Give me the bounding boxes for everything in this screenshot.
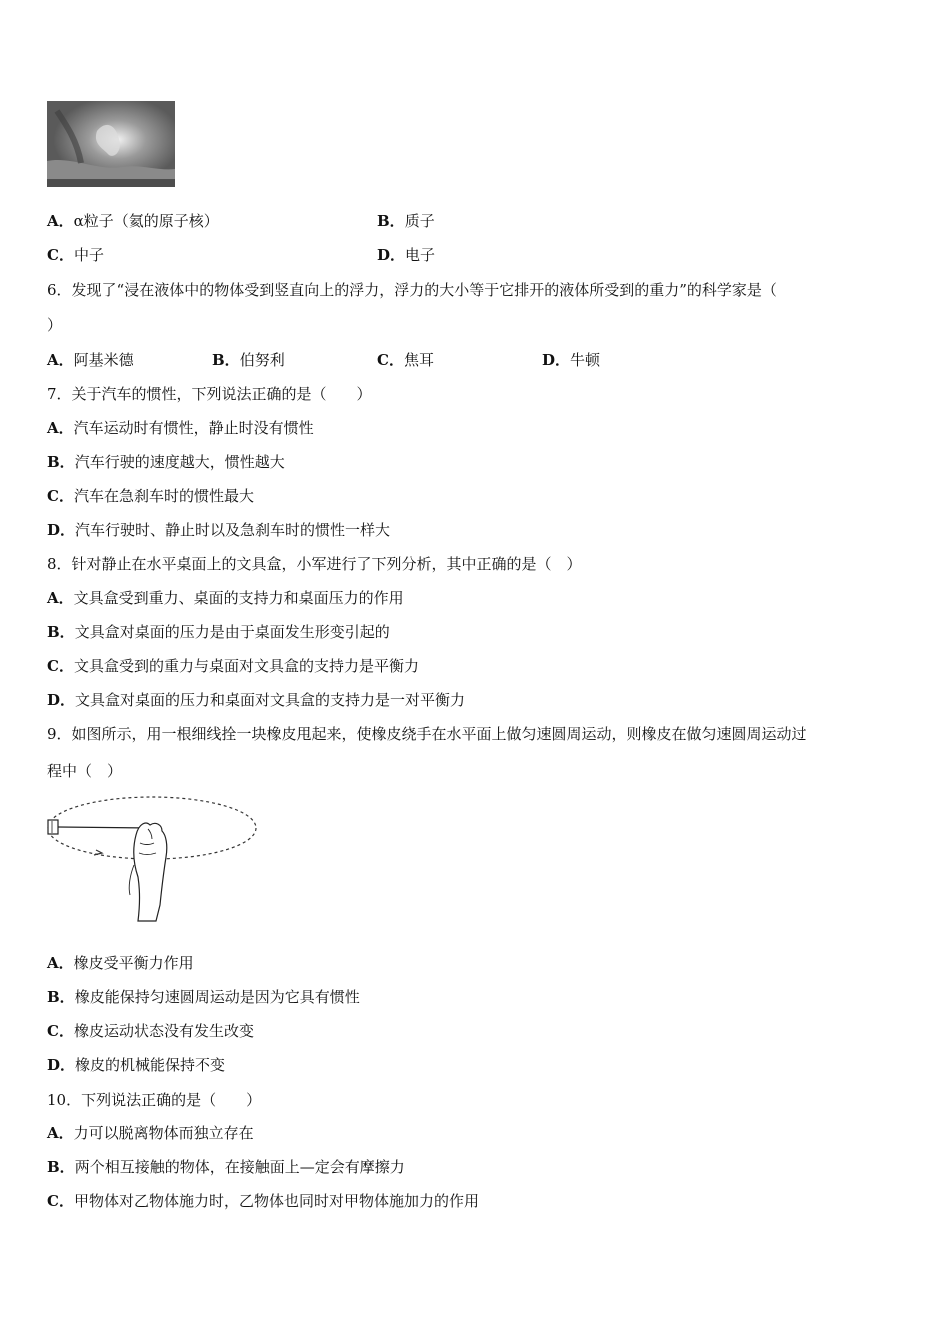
q10-option-b: B．两个相互接触的物体，在接触面上—定会有摩擦力 bbox=[47, 1158, 405, 1176]
q9-option-d: D．橡皮的机械能保持不变 bbox=[47, 1056, 226, 1074]
q7-option-d: D．汽车行驶时、静止时以及急刹车时的惯性一样大 bbox=[47, 521, 391, 539]
q10-stem: 10．下列说法正确的是（ ） bbox=[47, 1091, 262, 1109]
q8-option-c: C．文具盒受到的重力与桌面对文具盒的支持力是平衡力 bbox=[47, 657, 419, 675]
q5-option-c: C．中子 bbox=[47, 246, 104, 264]
q9-option-a: A．橡皮受平衡力作用 bbox=[47, 954, 194, 972]
rotating-eraser-diagram bbox=[44, 795, 264, 923]
q8-stem: 8．针对静止在水平桌面上的文具盒，小军进行了下列分析，其中正确的是（ ） bbox=[47, 555, 582, 573]
direction-arrow bbox=[94, 850, 102, 855]
q9-stem: 9．如图所示，用一根细线拴一块橡皮甩起来，使橡皮绕手在水平面上做匀速圆周运动，则橡皮在做匀速圆周运动过 bbox=[47, 725, 807, 743]
q5-option-a: A．α粒子（氦的原子核） bbox=[47, 212, 219, 230]
q8-option-b: B．文具盒对桌面的压力是由于桌面发生形变引起的 bbox=[47, 623, 390, 641]
q6-option-c: C．焦耳 bbox=[377, 351, 434, 369]
q6-option-d: D．牛顿 bbox=[542, 351, 601, 369]
q9-option-b: B．橡皮能保持匀速圆周运动是因为它具有惯性 bbox=[47, 988, 360, 1006]
q6-stem-end: ） bbox=[47, 316, 63, 334]
q5-option-d: D．电子 bbox=[377, 246, 436, 264]
q10-option-c: C．甲物体对乙物体施力时，乙物体也同时对甲物体施加力的作用 bbox=[47, 1192, 479, 1210]
string bbox=[58, 827, 152, 828]
q6-option-a: A．阿基米德 bbox=[47, 351, 134, 369]
q7-option-b: B．汽车行驶的速度越大，惯性越大 bbox=[47, 453, 285, 471]
q10-option-a: A．力可以脱离物体而独立存在 bbox=[47, 1124, 254, 1142]
q9-option-c: C．橡皮运动状态没有发生改变 bbox=[47, 1022, 254, 1040]
q7-option-c: C．汽车在急刹车时的惯性最大 bbox=[47, 487, 254, 505]
experiment-photo bbox=[47, 101, 175, 187]
q9-stem-end: 程中（ ） bbox=[47, 762, 123, 780]
q5-option-b: B．质子 bbox=[377, 212, 435, 230]
q7-stem: 7．关于汽车的惯性，下列说法正确的是（ ） bbox=[47, 385, 372, 403]
q7-option-a: A．汽车运动时有惯性，静止时没有惯性 bbox=[47, 419, 314, 437]
eraser bbox=[48, 820, 58, 834]
q6-option-b: B．伯努利 bbox=[212, 351, 285, 369]
q6-stem: 6．发现了“浸在液体中的物体受到竖直向上的浮力，浮力的大小等于它排开的液体所受到的重力”的科学家是（ bbox=[47, 281, 777, 299]
q8-option-a: A．文具盒受到重力、桌面的支持力和桌面压力的作用 bbox=[47, 589, 404, 607]
q8-option-d: D．文具盒对桌面的压力和桌面对文具盒的支持力是一对平衡力 bbox=[47, 691, 466, 709]
hand bbox=[134, 823, 167, 921]
